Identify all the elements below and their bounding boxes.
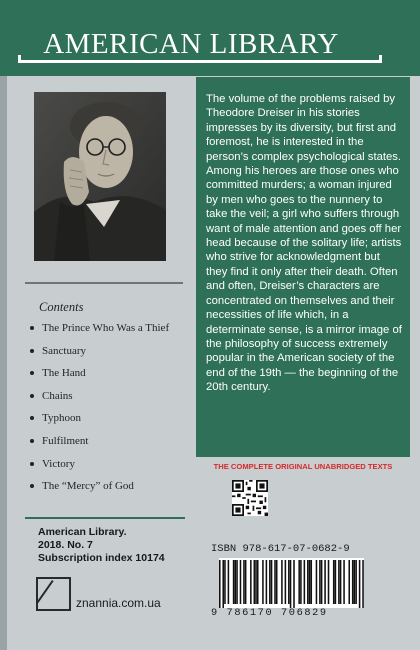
barcode-bar (288, 560, 290, 604)
bullet-icon (30, 326, 34, 330)
contents-item-label: The “Mercy” of God (42, 480, 134, 493)
publication-series: American Library. (38, 526, 127, 538)
barcode-bar (243, 560, 245, 604)
barcode-bar (254, 560, 256, 604)
contents-item (30, 389, 190, 404)
barcode-bar (255, 560, 257, 604)
contents-item-label: Chains (42, 389, 73, 402)
contents-heading: Contents (39, 300, 84, 314)
bullet-icon (30, 394, 34, 398)
bullet-icon (30, 439, 34, 443)
barcode-bar (348, 560, 350, 604)
contents-item (30, 366, 190, 381)
barcode-bar (298, 560, 300, 604)
contents-item-label: Typhoon (42, 412, 81, 425)
barcode-bar (352, 560, 354, 604)
barcode-bar (274, 560, 276, 604)
barcode-bar (250, 560, 252, 604)
barcode-bar (285, 560, 287, 604)
contents-list (30, 321, 190, 502)
bullet-icon (30, 416, 34, 420)
contents-item-label: Victory (42, 457, 75, 470)
author-portrait-image (34, 92, 166, 261)
barcode-icon (219, 558, 364, 608)
barcode-bar (222, 560, 224, 608)
publication-info (38, 526, 165, 565)
publication-divider (25, 517, 185, 519)
unabridged-tagline: THE COMPLETE ORIGINAL UNABRIDGED TEXTS (213, 462, 393, 471)
banner-rule-right-tick (379, 55, 382, 63)
barcode-bar (235, 560, 237, 604)
barcode-bar (354, 560, 356, 604)
logo-slash (37, 580, 54, 603)
barcode-bar (262, 560, 264, 604)
barcode-bar (228, 560, 230, 604)
barcode-bar (300, 560, 302, 604)
contents-divider (25, 282, 183, 284)
barcode-bar (355, 560, 357, 604)
publisher-website: znannia.com.ua (76, 596, 161, 610)
subscription-index: Subscription index 10174 (38, 552, 165, 564)
banner-rule (18, 60, 382, 63)
barcode-bar (271, 560, 273, 604)
barcode-bar (340, 560, 342, 604)
barcode-bar (224, 560, 226, 604)
bullet-icon (30, 484, 34, 488)
banner-rule-left-tick (18, 55, 21, 63)
barcode-bar (304, 560, 306, 604)
isbn-label: ISBN 978-617-07-0682-9 (211, 543, 350, 555)
contents-item (30, 321, 190, 336)
publisher-logo-icon (36, 577, 71, 611)
book-description: The volume of the problems raised by Theodore Dreiser in his stories impresses by its diversity, but first and foremost, he is interested in the person’s complex psychological states. Among his heroes are those ones who committed murders; a woman injured by men who goes to the nunnery to take the veil; a girl who suffers through want of male attention and goes off her head because of the solitary life; artists who strive for acknowledgment but they find it only after their death. Often and often, Dreiser’s characters are concentrated on themselves and their necessities of life which, in a determinate sense, is a mirror image of the philosophy of success extremely popular in the American society of the end of the 19th — the beginning of the 20th century. (206, 93, 402, 394)
contents-item (30, 434, 190, 449)
barcode-bar (309, 560, 311, 604)
author-portrait (34, 92, 166, 261)
barcode-bar (316, 560, 318, 604)
barcode-bar (321, 560, 323, 604)
barcode-bar (343, 560, 345, 604)
barcode-bar (245, 560, 247, 604)
barcode-bar (257, 560, 259, 604)
contents-item-label: The Prince Who Was a Thief (42, 322, 170, 334)
barcode-bar (290, 560, 292, 608)
barcode-bar (307, 560, 309, 604)
spine-edge (0, 0, 7, 650)
contents-item-label: Sanctuary (42, 344, 86, 357)
barcode-bar (338, 560, 340, 604)
bullet-icon (30, 349, 34, 353)
contents-item (30, 411, 190, 426)
barcode-bar (310, 560, 312, 604)
contents-item-label: The Hand (42, 367, 86, 380)
barcode-bar (281, 560, 283, 604)
barcode-bar (328, 560, 330, 604)
qr-code-icon (232, 480, 268, 516)
barcode-bar (293, 560, 295, 608)
bullet-icon (30, 462, 34, 466)
barcode-bar (269, 560, 271, 604)
barcode-bar (219, 560, 221, 608)
barcode-bar (359, 560, 361, 608)
bullet-icon (30, 371, 34, 375)
series-title: AMERICAN LIBRARY (43, 28, 339, 60)
contents-item (30, 457, 190, 472)
barcode-bar (233, 560, 235, 604)
barcode-bar (240, 560, 242, 604)
contents-item (30, 479, 190, 494)
barcode-digits: 9 786170 706829 (211, 607, 328, 619)
publication-issue: 2018. No. 7 (38, 539, 93, 551)
barcode-bar (333, 560, 335, 604)
barcode-bar (324, 560, 326, 604)
barcode-bar (319, 560, 321, 604)
barcode-bar (362, 560, 364, 608)
barcode-bar (236, 560, 238, 604)
contents-item-label: Fulfilment (42, 434, 89, 447)
contents-item (30, 344, 190, 359)
barcode-bar (266, 560, 268, 604)
barcode-bar (276, 560, 278, 604)
barcode-bar (335, 560, 337, 604)
